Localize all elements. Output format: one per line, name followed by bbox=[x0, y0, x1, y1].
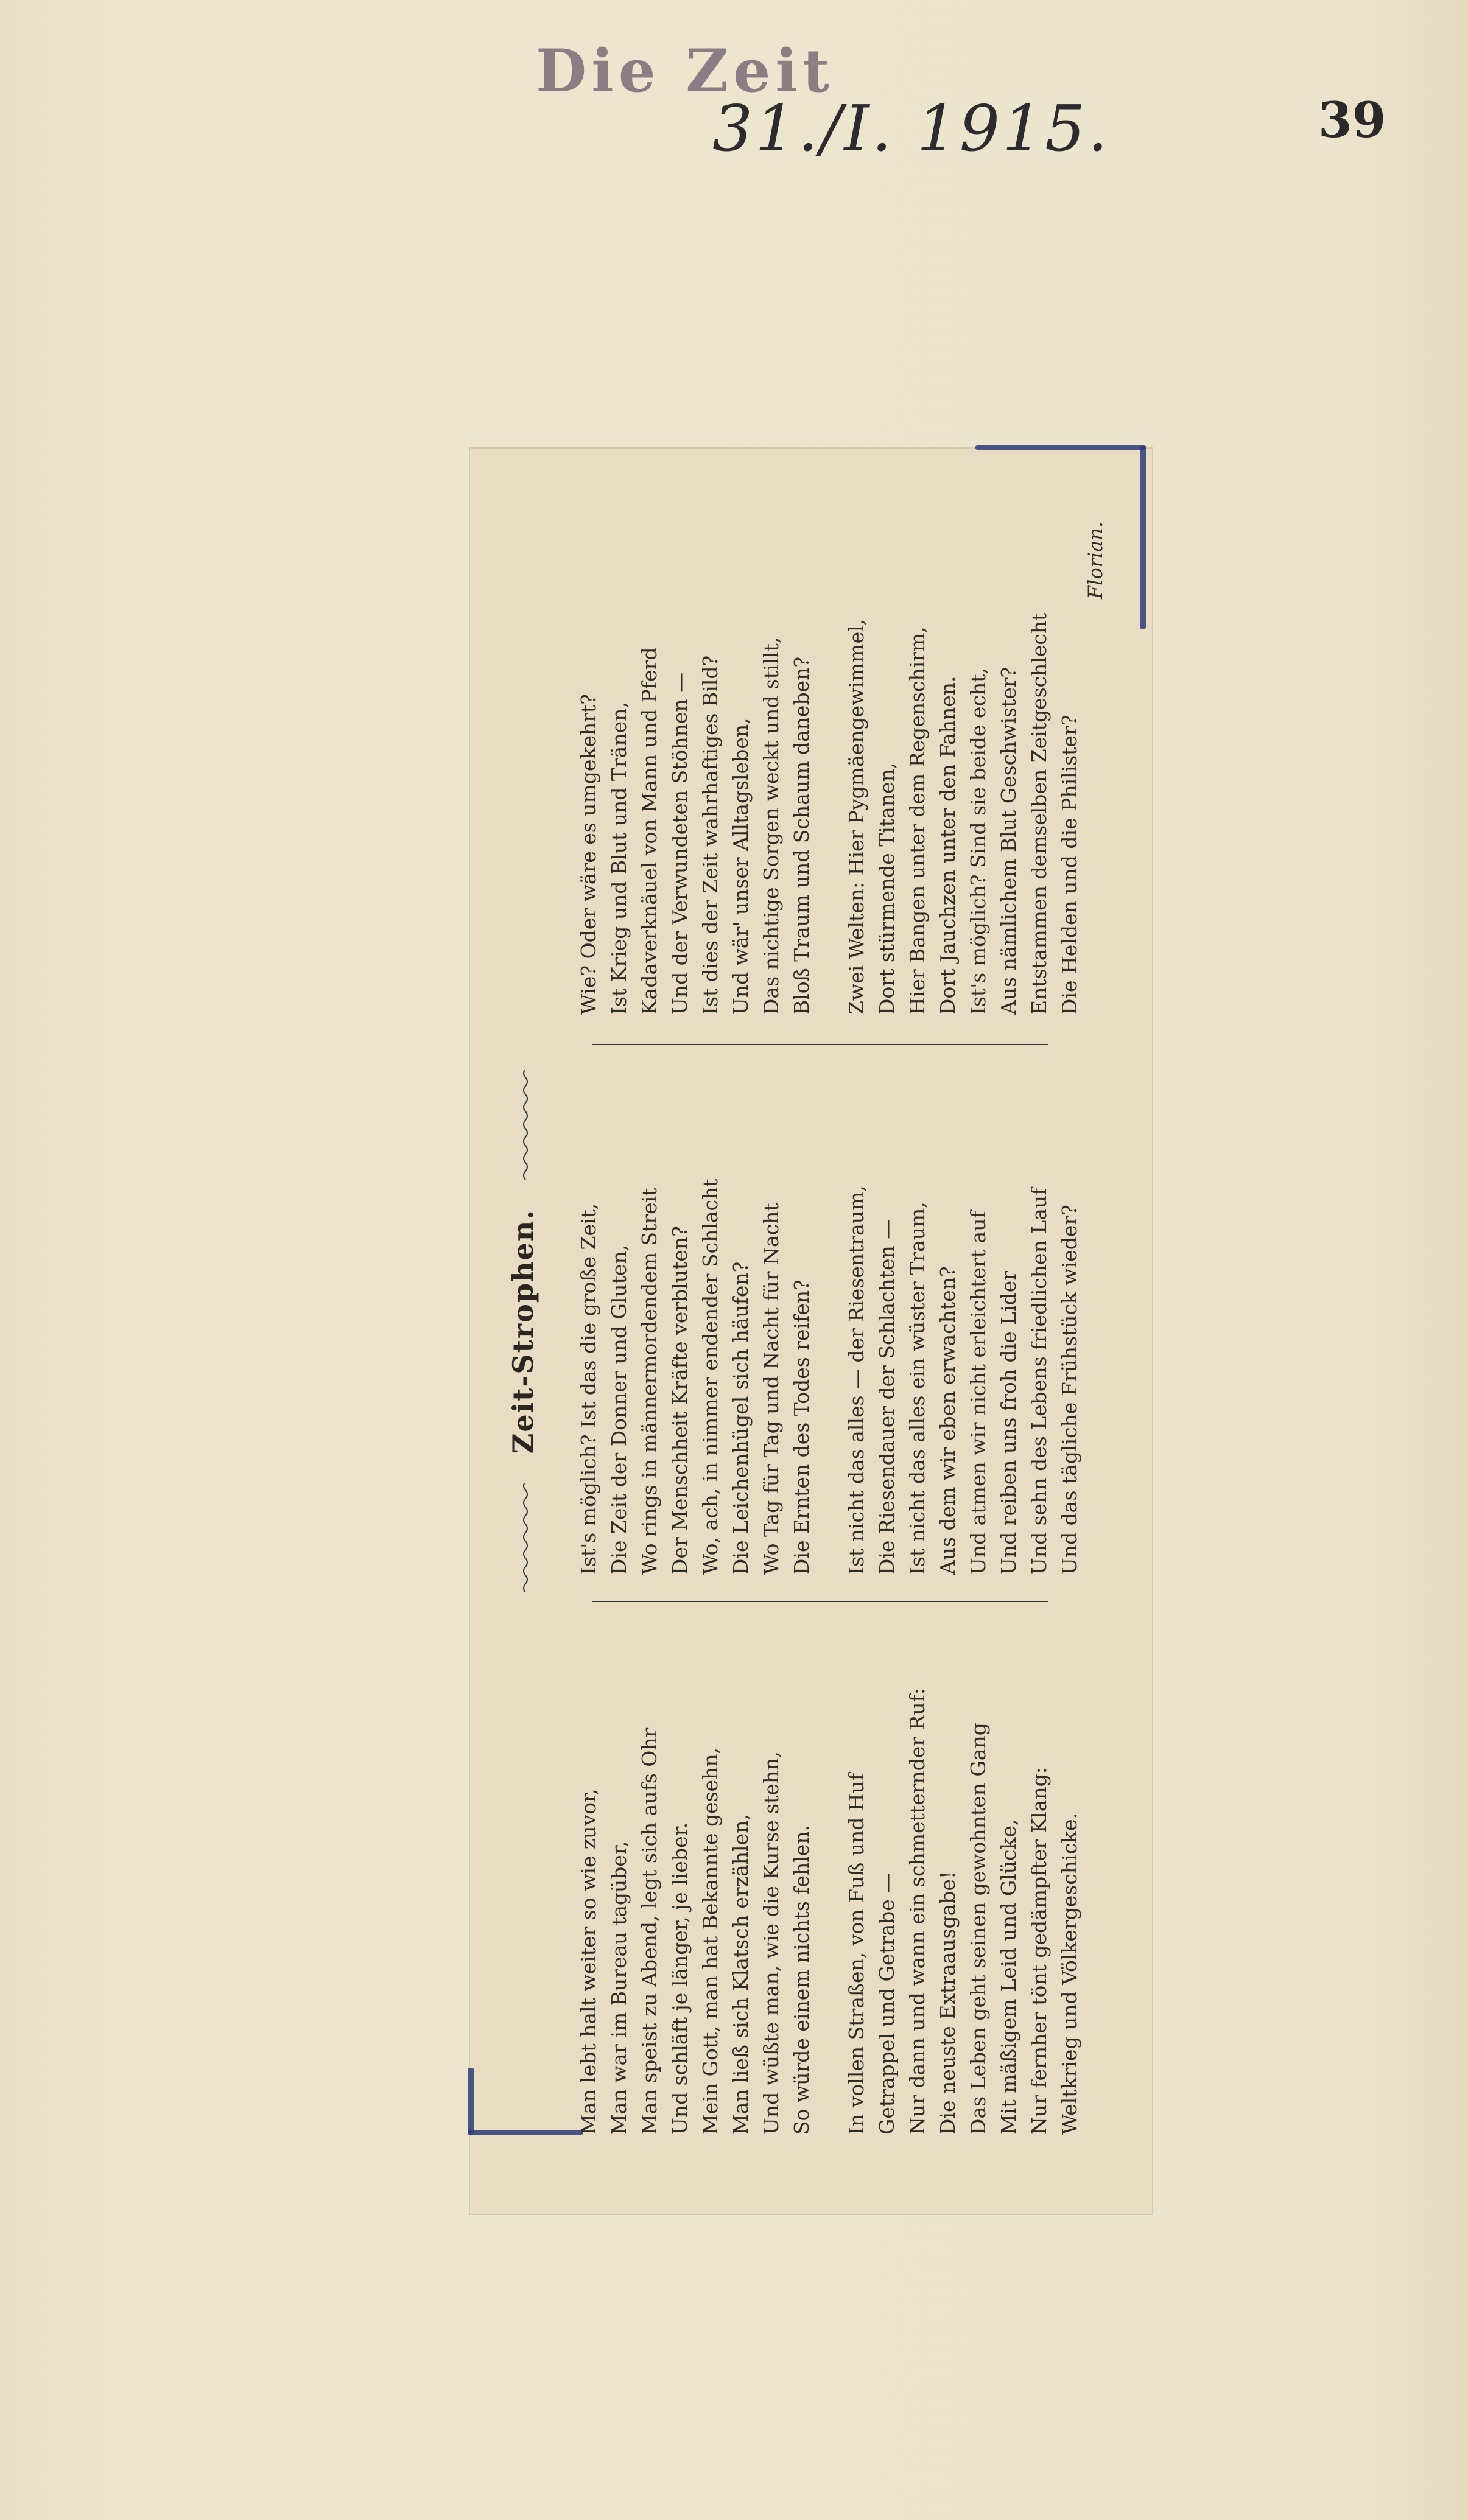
poem-line: Man speist zu Abend, legt sich aufs Ohr bbox=[637, 1727, 661, 2135]
poem-title: Zeit-Strophen. bbox=[507, 1208, 539, 1454]
poem-column-1 bbox=[574, 1648, 1109, 2135]
poem-line: Und der Verwundeten Stöhnen — bbox=[668, 672, 692, 1015]
ink-mark-right bbox=[1140, 446, 1146, 629]
poem-line: Nur dann und wann ein schmetternder Ruf: bbox=[905, 1688, 929, 2135]
stanza bbox=[574, 1088, 817, 1575]
poem-line: Weltkrieg und Völkergeschicke. bbox=[1058, 1812, 1081, 2135]
poem-line: Nur fernher tönt gedämpfter Klang: bbox=[1027, 1767, 1051, 2135]
poem-line: Und wüßte man, wie die Kurse stehn, bbox=[759, 1751, 783, 2135]
poem-column-2 bbox=[574, 1088, 1109, 1575]
ink-mark-top bbox=[975, 445, 1146, 450]
poem-line: Getrappel und Getrabe — bbox=[875, 1872, 899, 2135]
poem-line: Ist nicht das alles ein wüster Traum, bbox=[905, 1202, 929, 1575]
poem-line: Das Leben geht seinen gewohnten Gang bbox=[966, 1723, 990, 2135]
poem-line: Ist's möglich? Sind sie beide echt, bbox=[966, 668, 990, 1015]
poem-line: Man war im Bureau tagüber, bbox=[607, 1841, 631, 2135]
poem-line: Ist Krieg und Blut und Tränen, bbox=[607, 702, 631, 1015]
stanza bbox=[841, 1088, 1085, 1575]
ink-mark-bottom bbox=[468, 2068, 474, 2135]
poem-line: So würde einem nichts fehlen. bbox=[790, 1824, 813, 2135]
poem-line: In vollen Straßen, von Fuß und Huf bbox=[845, 1773, 868, 2135]
poem-line: Und das tägliche Frühstück wieder? bbox=[1058, 1205, 1081, 1575]
poem-title-row bbox=[507, 503, 561, 2159]
poem-line: Und schläft je länger, je lieber. bbox=[668, 1822, 692, 2135]
rotated-poem bbox=[500, 503, 1122, 2159]
stanza bbox=[574, 528, 817, 1015]
stanza bbox=[841, 1648, 1085, 2135]
poem-line: Ist nicht das alles — der Riesentraum, bbox=[845, 1185, 868, 1575]
poem-line: Wo Tag für Tag und Nacht für Nacht bbox=[759, 1203, 783, 1575]
poem-line: Und atmen wir nicht erleichtert auf bbox=[966, 1211, 990, 1575]
poem-line: Entstammen demselben Zeitgeschlecht bbox=[1027, 612, 1051, 1015]
poem-line: Dort Jauchzen unter den Fahnen. bbox=[936, 676, 960, 1015]
poem-line: Der Menschheit Kräfte verbluten? bbox=[668, 1226, 692, 1575]
poem-line: Und reiben uns froh die Lider bbox=[997, 1270, 1020, 1575]
poem-line: Die neuste Extraausgabe! bbox=[936, 1871, 960, 2135]
poem-line: Zwei Welten: Hier Pygmäengewimmel, bbox=[845, 618, 868, 1015]
poem-line: Kadaverknäuel von Mann und Pferd bbox=[637, 647, 661, 1015]
stanza bbox=[841, 528, 1085, 1015]
newspaper-clipping bbox=[469, 447, 1153, 2215]
column-rule bbox=[592, 1601, 1048, 1602]
poem-line: Ist dies der Zeit wahrhaftiges Bild? bbox=[698, 655, 722, 1015]
poem-line: Ist's möglich? Ist das die große Zeit, bbox=[577, 1203, 600, 1575]
poem-line: Die Leichenhügel sich häufen? bbox=[729, 1261, 753, 1575]
poem-line: Die Riesendauer der Schlachten — bbox=[875, 1219, 899, 1575]
poem-author: Florian. bbox=[1084, 522, 1107, 600]
poem-line: Wo rings in männermordendem Streit bbox=[637, 1188, 661, 1575]
poem-line: Die Zeit der Donner und Gluten, bbox=[607, 1244, 631, 1575]
wavy-ornament-right bbox=[522, 1070, 529, 1180]
poem-line: Wie? Oder wäre es umgekehrt? bbox=[577, 694, 600, 1015]
poem-line: Man lebt halt weiter so wie zuvor, bbox=[577, 1788, 600, 2135]
handwritten-date: 31./I. 1915. bbox=[712, 91, 1111, 166]
poem-line: Mit mäßigem Leid und Glücke, bbox=[997, 1819, 1020, 2135]
poem-column-3 bbox=[574, 528, 1109, 1015]
page-number: 39 bbox=[1318, 91, 1386, 149]
poem-line: Wo, ach, in nimmer endender Schlacht bbox=[698, 1178, 722, 1575]
poem-line: Hier Bangen unter dem Regenschirm, bbox=[905, 626, 929, 1015]
poem-line: Man ließ sich Klatsch erzählen, bbox=[729, 1814, 753, 2135]
poem-line: Aus nämlichem Blut Geschwister? bbox=[997, 667, 1020, 1015]
poem-line: Das nichtige Sorgen weckt und stillt, bbox=[759, 637, 783, 1015]
column-rule bbox=[592, 1044, 1048, 1045]
poem-line: Und sehn des Lebens friedlichen Lauf bbox=[1027, 1188, 1051, 1575]
poem-line: Aus dem wir eben erwachten? bbox=[936, 1266, 960, 1575]
poem-line: Mein Gott, man hat Bekannte gesehn, bbox=[698, 1747, 722, 2135]
newspaper-stamp: Die Zeit bbox=[536, 37, 835, 105]
poem-line: Die Ernten des Todes reifen? bbox=[790, 1279, 813, 1575]
poem-line: Und wär' unser Alltagsleben, bbox=[729, 718, 753, 1015]
stanza bbox=[574, 1648, 817, 2135]
poem-line: Bloß Traum und Schaum daneben? bbox=[790, 656, 813, 1015]
poem-line: Die Helden und die Philister? bbox=[1058, 715, 1081, 1015]
poem-line: Dort stürmende Titanen, bbox=[875, 762, 899, 1015]
poem-columns bbox=[574, 528, 1109, 2135]
wavy-ornament-left bbox=[522, 1483, 529, 1592]
